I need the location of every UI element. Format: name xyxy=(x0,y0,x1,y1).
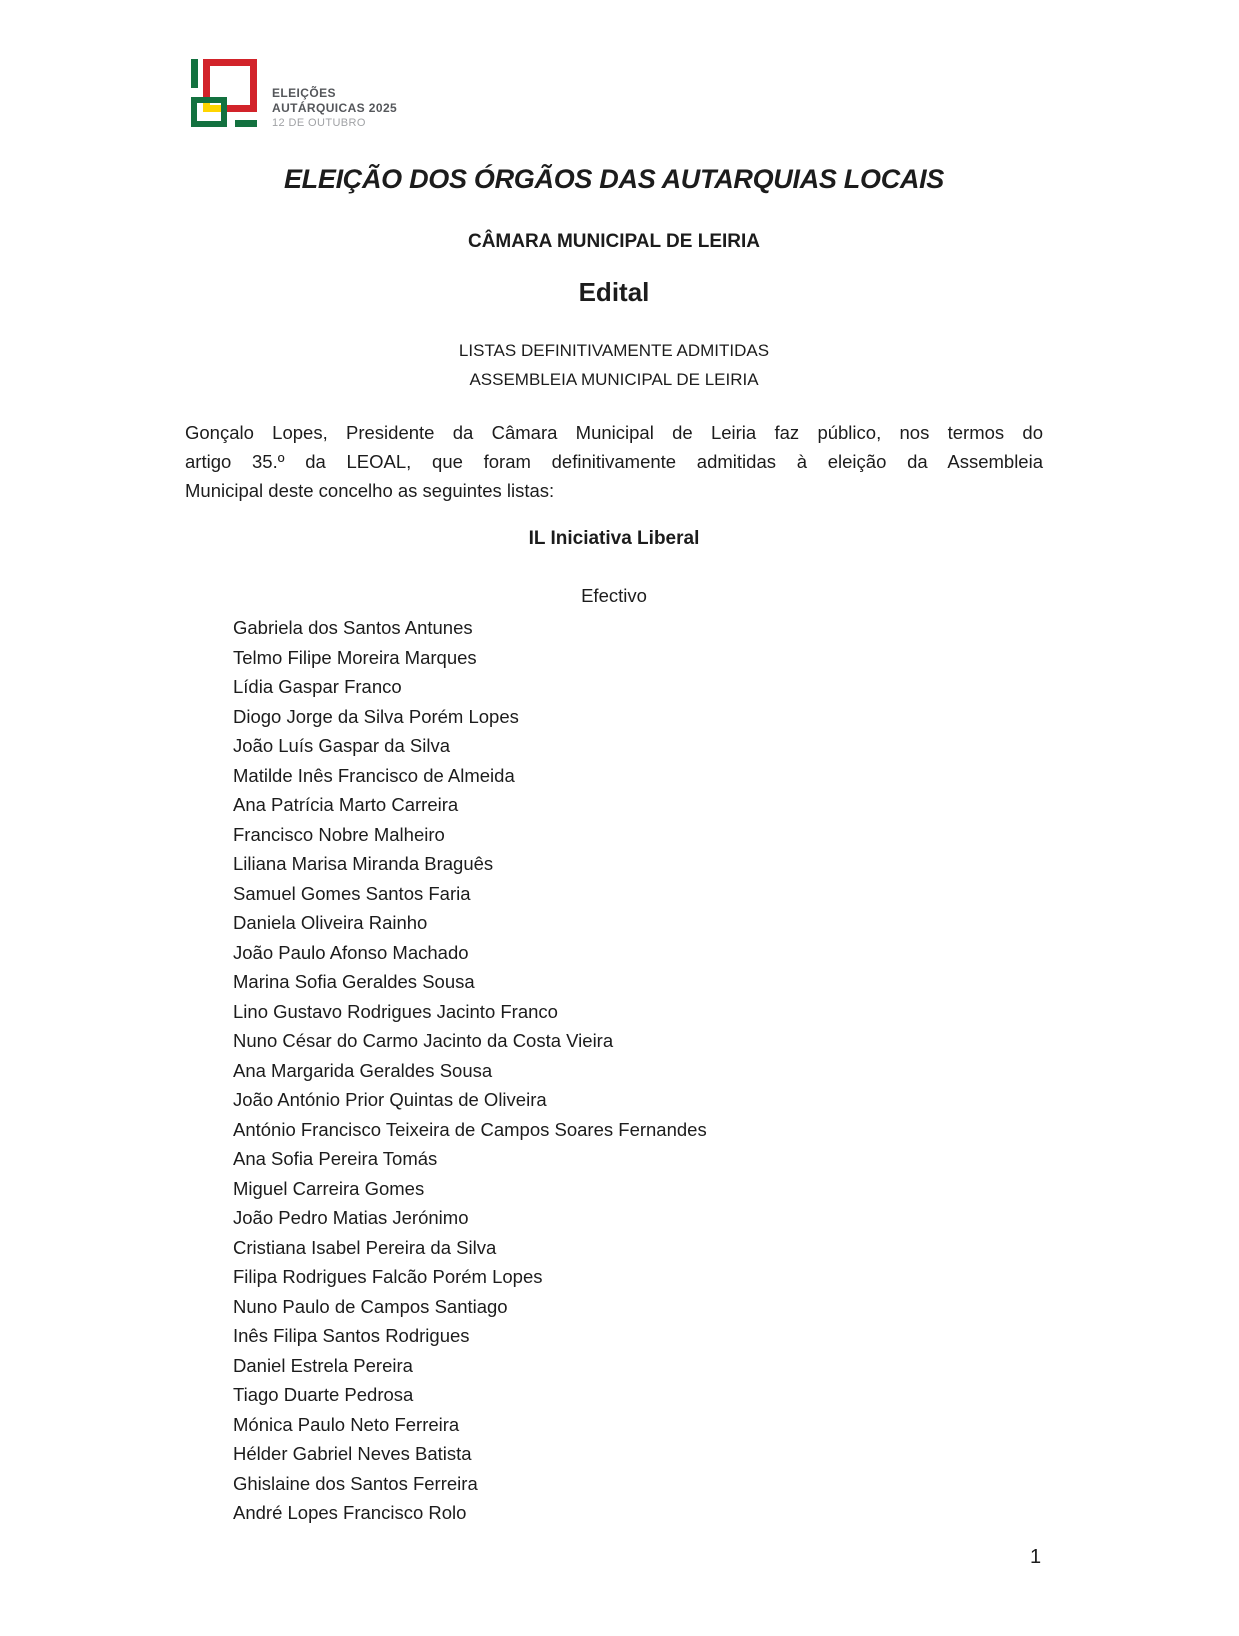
section-label: Efectivo xyxy=(581,585,647,606)
logo-brand-line-1: ELEIÇÕES xyxy=(272,86,336,100)
intro-paragraph-line: artigo 35.º da LEOAL, que foram definitivamente admitidas à eleição da Assembleia xyxy=(185,451,1043,473)
candidate-name: António Francisco Teixeira de Campos Soares Fernandes xyxy=(233,1118,707,1140)
logo-brand-line-3: 12 DE OUTUBRO xyxy=(272,117,366,129)
logo-green-bar-horizontal-icon xyxy=(235,120,257,127)
logo-green-bar-vertical-icon xyxy=(191,59,198,88)
candidate-name: João Paulo Afonso Machado xyxy=(233,941,469,963)
candidate-name: Tiago Duarte Pedrosa xyxy=(233,1384,414,1405)
candidate-name: Diogo Jorge da Silva Porém Lopes xyxy=(233,705,519,727)
candidate-name: Liliana Marisa Miranda Braguês xyxy=(233,853,494,874)
candidate-name: Telmo Filipe Moreira Marques xyxy=(233,646,477,668)
candidate-name: Lino Gustavo Rodrigues Jacinto Franco xyxy=(233,1000,558,1022)
candidate-name: Samuel Gomes Santos Faria xyxy=(233,882,471,904)
subheading-line: ASSEMBLEIA MUNICIPAL DE LEIRIA xyxy=(469,370,759,389)
candidate-name: Francisco Nobre Malheiro xyxy=(233,823,445,845)
candidate-name: João Pedro Matias Jerónimo xyxy=(233,1207,469,1228)
candidate-name: Lídia Gaspar Franco xyxy=(233,676,402,697)
candidate-name: Hélder Gabriel Neves Batista xyxy=(233,1443,472,1464)
logo-green-square-icon xyxy=(191,97,227,127)
candidate-name: Gabriela dos Santos Antunes xyxy=(233,617,473,638)
candidate-name: Daniel Estrela Pereira xyxy=(233,1354,413,1376)
candidate-name: Ana Sofia Pereira Tomás xyxy=(233,1148,438,1169)
candidate-name: Nuno Paulo de Campos Santiago xyxy=(233,1295,508,1317)
intro-paragraph xyxy=(185,418,1043,506)
page-number: 1 xyxy=(1030,1546,1042,1568)
eleicoes-autarquicas-logo xyxy=(0,0,420,140)
candidate-name: Daniela Oliveira Rainho xyxy=(233,912,428,933)
candidate-name: Marina Sofia Geraldes Sousa xyxy=(233,971,475,992)
intro-paragraph-line: Municipal deste concelho as seguintes listas: xyxy=(185,480,555,502)
doc-type-heading: Edital xyxy=(578,277,650,307)
candidate-name: Inês Filipa Santos Rodrigues xyxy=(233,1325,470,1346)
candidate-name: João Luís Gaspar da Silva xyxy=(233,735,450,756)
candidate-name: Nuno César do Carmo Jacinto da Costa Vieira xyxy=(233,1030,614,1051)
candidate-name: Cristiana Isabel Pereira da Silva xyxy=(233,1236,497,1258)
candidate-name: João António Prior Quintas de Oliveira xyxy=(233,1089,547,1110)
candidate-name: Matilde Inês Francisco de Almeida xyxy=(233,764,515,786)
subheading xyxy=(185,336,1043,394)
party-list-header: IL Iniciativa Liberal xyxy=(528,528,700,549)
org-title: CÂMARA MUNICIPAL DE LEIRIA xyxy=(467,231,761,252)
logo-wordmark xyxy=(272,86,397,131)
intro-paragraph-line: Gonçalo Lopes, Presidente da Câmara Municipal de Leiria faz público, nos termos do xyxy=(185,422,1043,443)
candidate-name: Filipa Rodrigues Falcão Porém Lopes xyxy=(233,1266,543,1287)
main-title: ELEIÇÃO DOS ÓRGÃOS DAS AUTARQUIAS LOCAIS xyxy=(283,164,945,194)
candidate-name: Mónica Paulo Neto Ferreira xyxy=(233,1413,460,1435)
logo-brand-line-2: AUTÁRQUICAS 2025 xyxy=(272,101,398,115)
candidate-name: Miguel Carreira Gomes xyxy=(233,1177,425,1199)
subheading-line: LISTAS DEFINITIVAMENTE ADMITIDAS xyxy=(458,341,770,360)
candidate-name: Ana Patrícia Marto Carreira xyxy=(233,794,459,815)
candidate-name: Ana Margarida Geraldes Sousa xyxy=(233,1059,493,1081)
candidates-list xyxy=(233,613,707,1528)
candidate-name: André Lopes Francisco Rolo xyxy=(233,1502,467,1523)
candidate-name: Ghislaine dos Santos Ferreira xyxy=(233,1472,478,1494)
